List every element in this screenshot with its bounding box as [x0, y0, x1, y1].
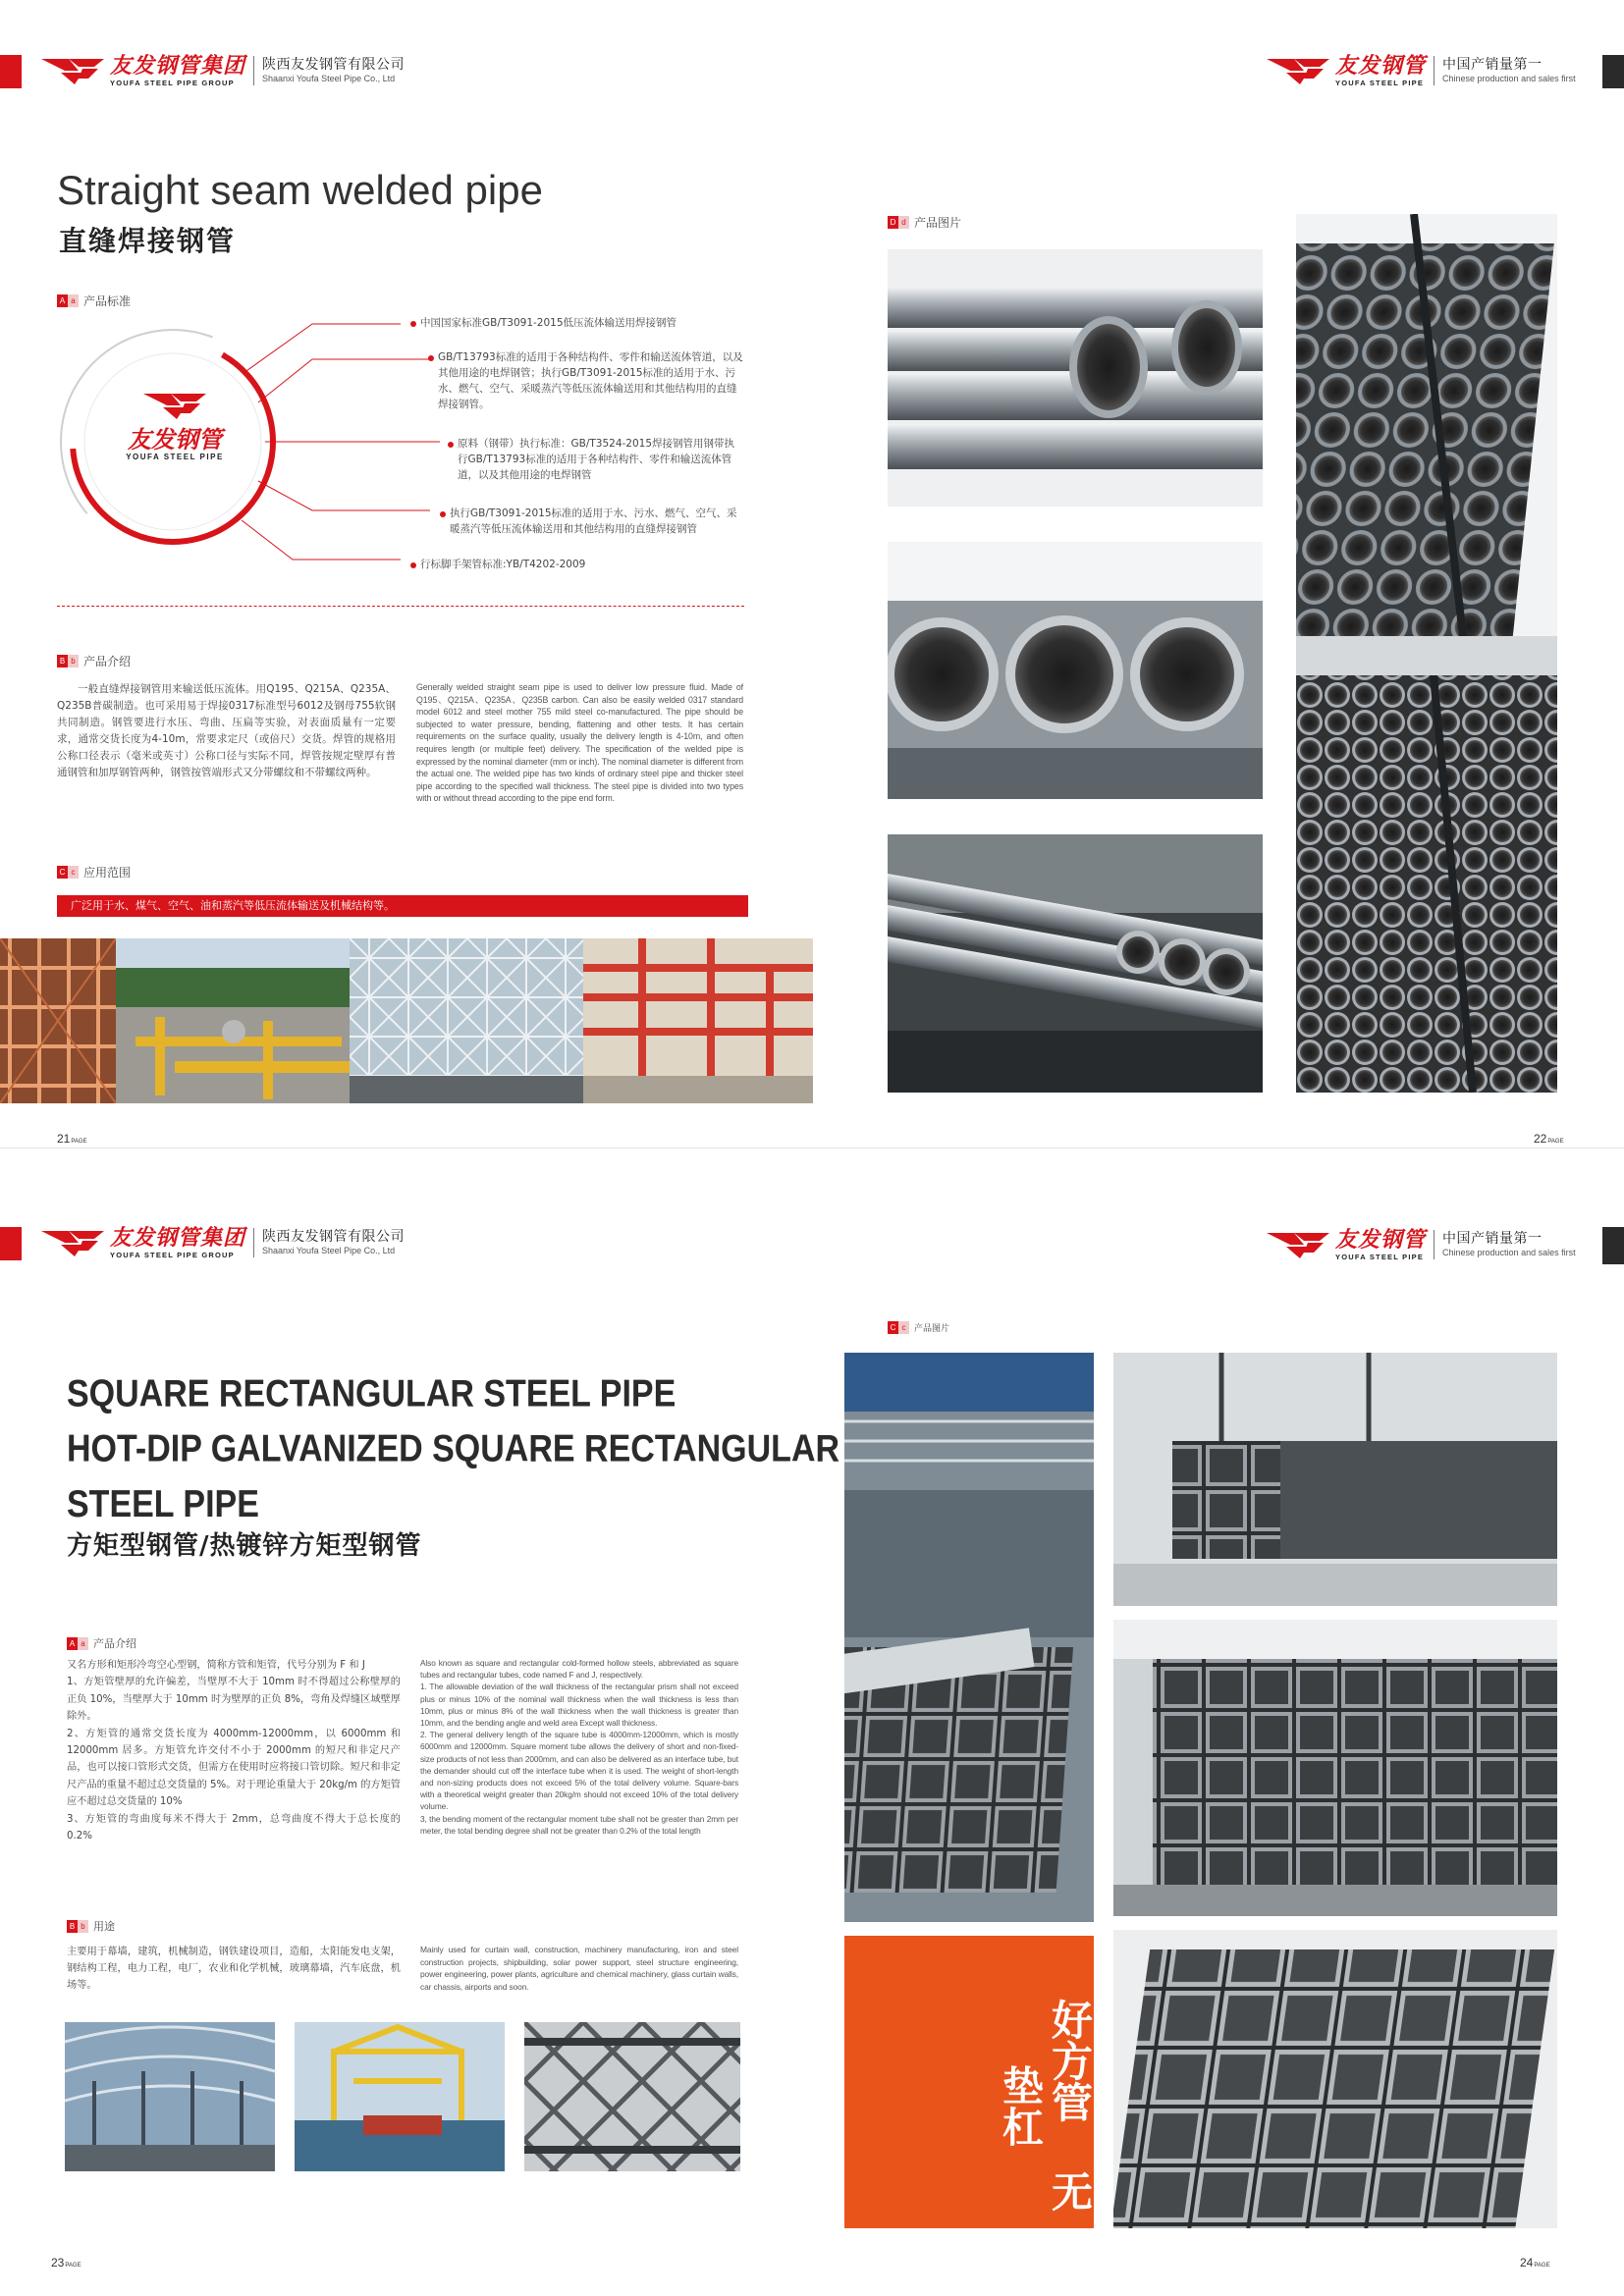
group-brand-en: YOUFA STEEL PIPE GROUP [110, 78, 235, 87]
page-suffix: PAGE [65, 2263, 81, 2269]
standard-item: GB/T13793标准的适用于各种结构件、零件和输送流体管道，以及其他用途的电焊钢管；执行GB/T3091-2015标准的适用于水、污水、燃气、空气、采暖蒸汽等低压流体输送用和其他结构用的直缝焊接钢管。 [438, 351, 743, 410]
brand-cn: 友发钢管 [1335, 1227, 1427, 1253]
slogan-cn: 中国产销量第一 [1442, 1231, 1543, 1247]
company-name-cn: 陕西友发钢管有限公司 [262, 57, 406, 73]
tag-code-minor: a [78, 1637, 88, 1650]
page-title-cn: 直缝焊接钢管 [59, 225, 237, 257]
tag-code-minor: d [898, 216, 909, 229]
photo-pipe-ends-closeup [888, 542, 1263, 799]
section-tag-photos [888, 214, 961, 231]
standard-item: 行标脚手架管标准:YB/T4202-2009 [420, 559, 586, 570]
header-red-bar [0, 1227, 22, 1260]
page-suffix: PAGE [71, 1139, 87, 1145]
header-red-bar [0, 55, 22, 88]
group-brand-en: YOUFA STEEL PIPE GROUP [110, 1250, 235, 1259]
spread-pages-23-24 [0, 1148, 1624, 2296]
photo-offshore-crane [295, 2022, 505, 2171]
page-number-23 [51, 2256, 81, 2269]
tag-code-major: B [67, 1920, 78, 1933]
header-dark-bar [1602, 1227, 1624, 1264]
circle-logo-cn: 友发钢管 [128, 426, 222, 454]
tag-label: 产品图片 [914, 1324, 950, 1334]
bullet-dot [410, 562, 416, 568]
page-number-21 [57, 1132, 87, 1146]
tag-label: 产品介绍 [93, 1637, 136, 1650]
bullet-dot [440, 511, 446, 517]
tag-label: 应用范围 [83, 866, 132, 880]
page-number: 24 [1520, 2256, 1534, 2269]
photo-pipe-warehouse [888, 834, 1263, 1093]
section-tag-intro [67, 1635, 136, 1651]
photo-galvanized-square-pipes [844, 1353, 1094, 1922]
page-number: 23 [51, 2256, 65, 2269]
brand-logo-right [1265, 53, 1576, 88]
bullet-dot [448, 442, 454, 448]
usage-text-en: Mainly used for curtain wall, construction, machinery manufacturing, iron and steel construction projects, shipbuilding, solar power support, steel structure engineering, power engineering, power plants, agriculture and chemical machinery, glass curtain walls, car chassis, airports and soon. [420, 1945, 738, 1992]
tag-label: 用途 [93, 1920, 115, 1933]
application-banner: 广泛用于水、煤气、空气、油和蒸汽等低压流体输送及机械结构等。 [57, 895, 748, 917]
tag-code-major: D [888, 216, 898, 229]
tag-label: 产品标准 [83, 294, 132, 308]
photo-pipeline-yard [116, 938, 350, 1103]
company-name-en: Shaanxi Youfa Steel Pipe Co., Ltd [262, 74, 396, 83]
standard-item: 执行GB/T3091-2015标准的适用于水、污水、燃气、空气、采暖蒸汽等低压流体输送用和其他结构用的直缝焊接钢管 [450, 507, 737, 535]
photo-pipe-bundles-tall [1296, 214, 1557, 1093]
section-tag-application [57, 864, 131, 881]
tag-code-major: A [57, 294, 68, 307]
tag-code-minor: c [68, 866, 79, 879]
header-separator [253, 56, 254, 85]
title-line: STEEL PIPE [67, 1482, 259, 1526]
section-tag-intro [57, 653, 131, 669]
youfa-wing-logo-icon [141, 388, 208, 423]
slogan-banner [844, 1936, 1094, 2228]
slogan-line-1: 好方管 [1046, 1999, 1094, 2123]
company-name-cn: 陕西友发钢管有限公司 [262, 1229, 406, 1245]
brand-logo-right [1265, 1227, 1576, 1262]
tag-code-major: B [57, 655, 68, 667]
youfa-wing-logo-icon [39, 53, 106, 88]
page-suffix: PAGE [1534, 2263, 1550, 2269]
section-divider [57, 606, 744, 607]
group-brand-cn: 友发钢管集团 [110, 1225, 246, 1251]
circle-logo-en: YOUFA STEEL PIPE [126, 453, 224, 461]
youfa-wing-logo-icon [39, 1225, 106, 1260]
bullet-dot [410, 321, 416, 327]
tag-code-major: A [67, 1637, 78, 1650]
page-title-en-block [67, 1366, 839, 1532]
company-name-en: Shaanxi Youfa Steel Pipe Co., Ltd [262, 1246, 396, 1255]
youfa-wing-logo-icon [1265, 53, 1331, 88]
page-number: 22 [1534, 1132, 1547, 1146]
header-separator [253, 1228, 254, 1257]
tag-code-minor: c [898, 1321, 909, 1334]
intro-text-en: Also known as square and rectangular cold-formed hollow steels, abbreviated as square tubes and rectangular tubes, code named F and J, respectively. 1. The allowable deviation of the wall thickness of the rectangular prism shall not exceed plus or minus 10% of the nominal wall thickness when the wall thickness is less than 10mm, plus or minus 8% of the wall thickness when the wall thickness is greater than 10mm, and the bending angle and weld area Except wall thickness. 2. The general delivery length of the square tube is 4000mm-12000mm, which is mostly 6000mm and 12000mm. Square moment tube allows the delivery of short and non-fixed-size products of not less than 2000mm, and can also be delivered as an interface tube, but the demander should cut off the interface tube when it is used. The weight of short-length and non-sizing products does not exceed 5% of the total delivery volume. Square-bars with a theoretical weight greater than 20kg/m should not exceed 10% of the total delivery volume. 3, the bending moment of the rectangular moment tube shall not be greater than 2mm per meter, the total bending degree shall not be greater than 0.2% of the total length [420, 1658, 738, 1836]
intro-text-en: Generally welded straight seam pipe is used to deliver low pressure fluid. Made of Q195、Q215A、Q235A、Q235B carbon. Can also be easily welded 0317 standard model 6012 and steel mother 755 mild steel co-manufactured. The pipe should be subjected to water pressure, bending, flattening and other tests. It has certain requirements on the surface quality, usually the delivery length is 4-10m, and often requires length (or multiple feet) delivery. The specification of the welded pipe is expressed by the nominal diameter (mm or inch). The nominal diameter is different from the actual one. The welded pipe has two kinds of ordinary steel pipe and thicker steel pipe according to the specified wall thickness. The steel pipe is divided into two types with or without thread according to the pipe end form. [416, 682, 743, 804]
group-logo [39, 53, 405, 88]
tag-code-minor: a [68, 294, 79, 307]
tag-label: 产品介绍 [83, 655, 132, 668]
title-line: SQUARE RECTANGULAR STEEL PIPE [67, 1371, 677, 1415]
bullet-dot [428, 355, 434, 361]
photo-airport-canopy [65, 2022, 275, 2171]
youfa-wing-logo-icon [1265, 1227, 1331, 1262]
photo-steel-structure [524, 2022, 740, 2171]
standard-item: 原料（钢带）执行标准：GB/T3524-2015焊接钢管用钢带执行GB/T13793标准的适用于各种结构件、零件和输送流体管道，以及其他用途的电焊钢管 [458, 438, 735, 481]
title-line: HOT-DIP GALVANIZED SQUARE RECTANGULAR [67, 1427, 840, 1470]
photo-square-pipe-bundle-large [1113, 1930, 1557, 2228]
slogan-cn: 中国产销量第一 [1442, 57, 1543, 73]
brand-en: YOUFA STEEL PIPE [1335, 78, 1425, 87]
slogan-en: Chinese production and sales first [1442, 1248, 1576, 1257]
photo-space-frame [350, 938, 583, 1103]
group-logo [39, 1225, 405, 1260]
brand-cn: 友发钢管 [1335, 53, 1427, 79]
photo-scaffold [0, 938, 116, 1103]
tag-code-minor: b [68, 655, 79, 667]
header-separator [1434, 56, 1435, 85]
intro-text-cn: 一般直缝焊接钢管用来输送低压流体。用Q195、Q215A、Q235A、Q235B普碳制造。也可采用易于焊接0317标准型号6012及钢母755软钢共同制造。钢管要进行水压、弯曲、压扁等实验，对表面质量有一定要求，通常交货长度为4-10m，常要求定尺（或倍尺）交货。焊管的规格用公称口径表示（毫米或英寸）公称口径与实际不同，焊管按规定壁厚有普通钢管和加厚钢管两种，钢管按管端形式又分带螺纹和不带螺纹两种。 [57, 683, 396, 778]
section-tag-standards [57, 293, 131, 309]
slogan-line-2: 无垫杠 [997, 2064, 1094, 2213]
standard-item: 中国国家标准GB/T3091-2015低压流体输送用焊接钢管 [420, 317, 677, 329]
group-brand-cn: 友发钢管集团 [110, 53, 246, 79]
section-tag-usage [67, 1918, 115, 1934]
photo-pipe-stack-side [888, 249, 1263, 507]
header-separator [1434, 1230, 1435, 1259]
tag-code-minor: b [78, 1920, 88, 1933]
page-number-24 [1520, 2256, 1550, 2269]
page-suffix: PAGE [1547, 1139, 1564, 1145]
section-tag-photos [888, 1321, 949, 1334]
page-number-22 [1534, 1132, 1564, 1146]
usage-text-cn: 主要用于幕墙，建筑，机械制造，钢铁建设项目，造船，太阳能发电支架，钢结构工程，电力工程，电厂，农业和化学机械，玻璃幕墙，汽车底盘，机场等。 [67, 1947, 401, 1991]
intro-text-cn: 又名方形和矩形冷弯空心型钢，简称方管和矩管，代号分别为 F 和 J 1、方矩管壁厚的允许偏差，当壁厚不大于 10mm 时不得超过公称壁厚的正负 10%，当壁厚大于 10mm 时为壁厚的正负 8%，弯角及焊缝区域壁厚除外。 2、方矩管的通常交货长度为 4000mm-12000mm，以 6000mm 和 12000mm 居多。方矩管允许交付不小于 2000mm 的短尺和非定尺产品，也可以接口管形式交货，但需方在使用时应将接口管切除。短尺和非定尺产品的重量不超过总交货量的 5%。对于理论重量大于 20kg/m 的方矩管应不超过总交货量的 10% 3、方矩管的弯曲度每米不得大于 2mm，总弯曲度不得大于总长度的 0.2% [67, 1660, 401, 1842]
photo-square-pipes-hoist [1113, 1353, 1557, 1606]
tag-code-major: C [57, 866, 68, 879]
tag-code-major: C [888, 1321, 898, 1334]
circle-logo [116, 388, 234, 461]
slogan-en: Chinese production and sales first [1442, 74, 1576, 83]
page-number: 21 [57, 1132, 71, 1146]
page-title-cn: 方矩型钢管/热镀锌方矩型钢管 [67, 1531, 422, 1561]
header-dark-bar [1602, 55, 1624, 88]
brand-en: YOUFA STEEL PIPE [1335, 1252, 1425, 1261]
standards-diagram [57, 314, 440, 579]
photo-square-pipe-stack [1113, 1620, 1557, 1916]
photo-fire-sprinkler [583, 938, 813, 1103]
page-title-en: Straight seam welded pipe [57, 167, 543, 213]
slogan-banner-text [844, 1983, 1094, 2228]
tag-label: 产品图片 [914, 216, 962, 230]
